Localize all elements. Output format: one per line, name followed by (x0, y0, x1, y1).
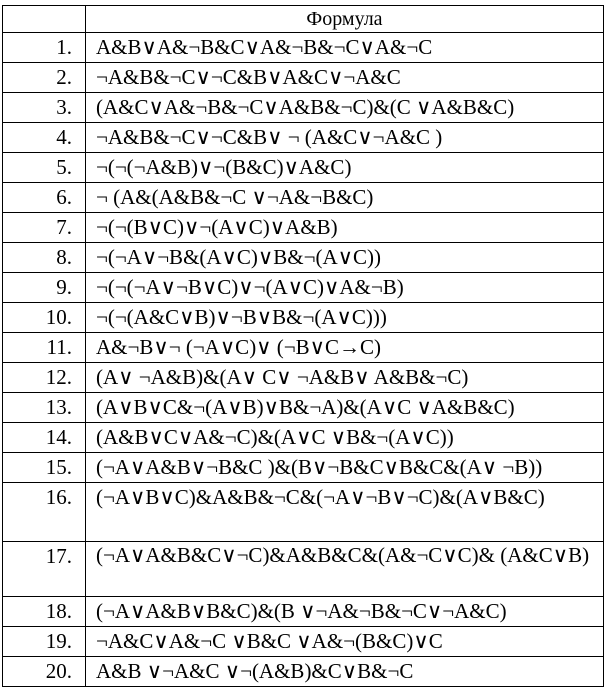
table-row (3, 93, 604, 123)
row-number: 9. (3, 273, 86, 303)
table-row (3, 542, 604, 597)
row-number: 4. (3, 123, 86, 153)
formula-table (2, 5, 604, 687)
row-number: 17. (3, 542, 86, 597)
table-row (3, 333, 604, 363)
row-number: 18. (3, 597, 86, 627)
row-formula: (A∨ ¬A&B)&(A∨ C∨ ¬A&B∨ A&B&¬C) (86, 363, 604, 393)
row-formula: A&¬B∨¬ (¬A∨C)∨ (¬B∨C→C) (86, 333, 604, 363)
row-number: 6. (3, 183, 86, 213)
header-formula-cell: Формула (86, 6, 604, 33)
row-number: 16. (3, 483, 86, 542)
row-formula: A&B∨A&¬B&C∨A&¬B&¬C∨A&¬C (86, 33, 604, 63)
row-formula: A&B ∨¬A&C ∨¬(A&B)&C∨B&¬C (86, 657, 604, 687)
row-formula: ¬A&C∨A&¬C ∨B&C ∨A&¬(B&C)∨C (86, 627, 604, 657)
row-formula: (¬A∨A&B&C∨¬C)&A&B&C&(A&¬C∨C)& (A&C∨B) (86, 542, 604, 597)
row-number: 13. (3, 393, 86, 423)
row-formula: (¬A∨A&B∨¬B&C )&(B∨¬B&C∨B&C&(A∨ ¬B)) (86, 453, 604, 483)
row-formula: ¬(¬(A&C∨B)∨¬B∨B&¬(A∨C))) (86, 303, 604, 333)
row-formula: ¬(¬(B∨C)∨¬(A∨C)∨A&B) (86, 213, 604, 243)
table-row (3, 213, 604, 243)
table-row (3, 183, 604, 213)
row-formula: ¬(¬(¬A∨¬B∨C)∨¬(A∨C)∨A&¬B) (86, 273, 604, 303)
row-formula: (A&B∨C∨A&¬C)&(A∨C ∨B&¬(A∨C)) (86, 423, 604, 453)
table-row (3, 153, 604, 183)
row-formula: ¬ (A&(A&B&¬C ∨¬A&¬B&C) (86, 183, 604, 213)
table-row (3, 63, 604, 93)
row-number: 10. (3, 303, 86, 333)
row-formula: (¬A∨A&B∨B&C)&(B ∨¬A&¬B&¬C∨¬A&C) (86, 597, 604, 627)
table-row (3, 597, 604, 627)
row-number: 1. (3, 33, 86, 63)
row-number: 11. (3, 333, 86, 363)
table-row (3, 243, 604, 273)
row-formula: (A∨B∨C&¬(A∨B)∨B&¬A)&(A∨C ∨A&B&C) (86, 393, 604, 423)
table-row (3, 657, 604, 687)
row-formula: (¬A∨B∨C)&A&B&¬C&(¬A∨¬B∨¬C)&(A∨B&C) (86, 483, 604, 542)
row-formula: ¬A&B&¬C∨¬C&B∨A&C∨¬A&C (86, 63, 604, 93)
table-row (3, 483, 604, 542)
row-number: 19. (3, 627, 86, 657)
table-row (3, 303, 604, 333)
row-formula: ¬(¬(¬A&B)∨¬(B&C)∨A&C) (86, 153, 604, 183)
formula-table-wrapper (2, 5, 604, 687)
table-row (3, 273, 604, 303)
table-row (3, 393, 604, 423)
table-row (3, 363, 604, 393)
row-number: 3. (3, 93, 86, 123)
row-number: 7. (3, 213, 86, 243)
table-row (3, 627, 604, 657)
row-formula: ¬A&B&¬C∨¬C&B∨ ¬ (A&C∨¬A&C ) (86, 123, 604, 153)
table-header-row (3, 6, 604, 33)
row-number: 5. (3, 153, 86, 183)
row-formula: ¬(¬A∨¬B&(A∨C)∨B&¬(A∨C)) (86, 243, 604, 273)
table-row (3, 453, 604, 483)
row-number: 12. (3, 363, 86, 393)
table-row (3, 123, 604, 153)
row-formula: (A&C∨A&¬B&¬C∨A&B&¬C)&(C ∨A&B&C) (86, 93, 604, 123)
row-number: 14. (3, 423, 86, 453)
row-number: 2. (3, 63, 86, 93)
table-row (3, 33, 604, 63)
row-number: 20. (3, 657, 86, 687)
header-number-cell (3, 6, 86, 33)
row-number: 8. (3, 243, 86, 273)
table-row (3, 423, 604, 453)
row-number: 15. (3, 453, 86, 483)
